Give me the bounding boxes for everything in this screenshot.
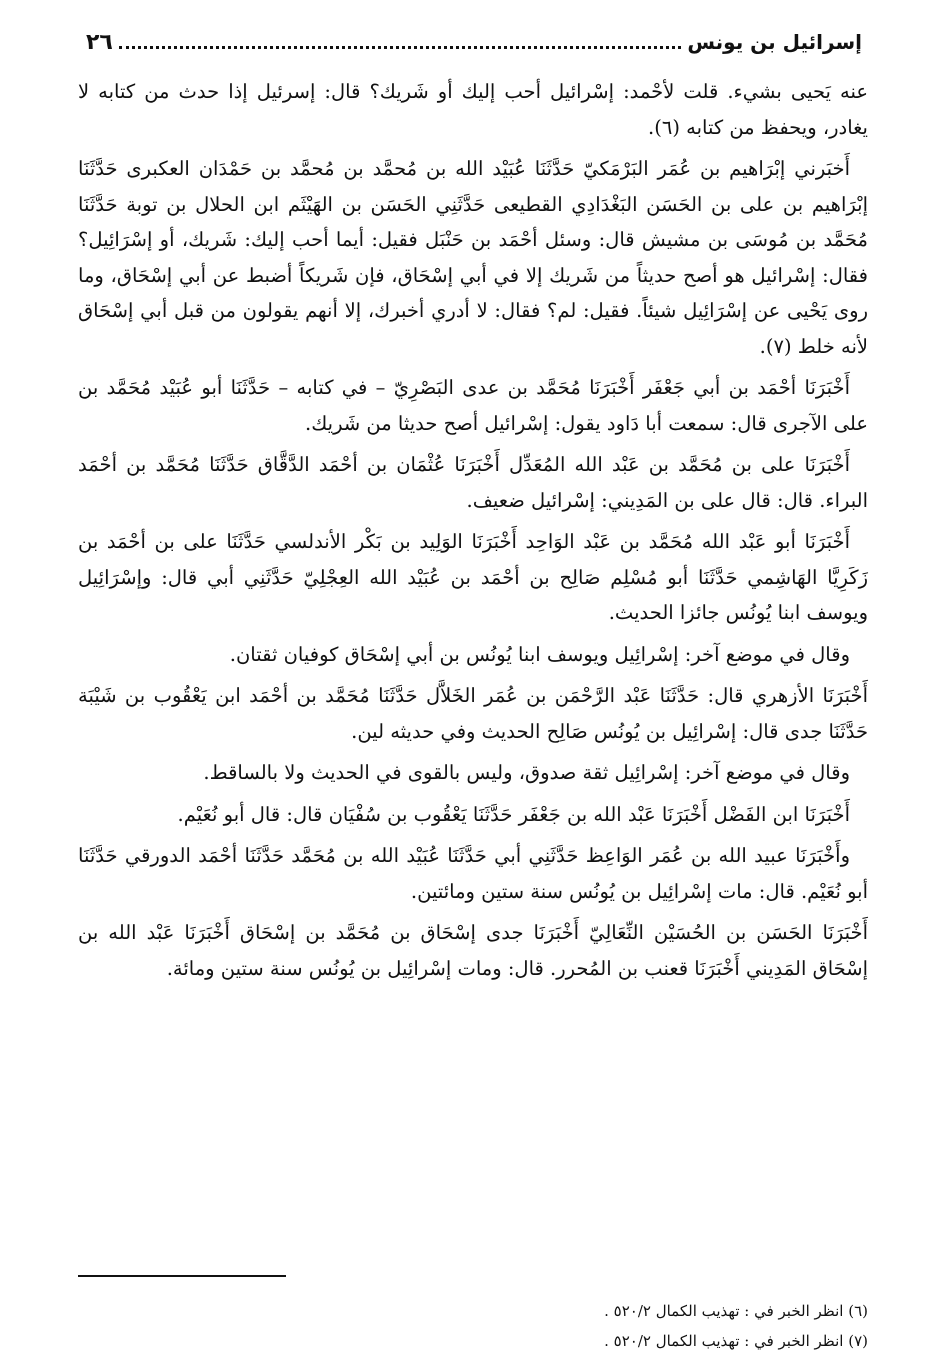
paragraph: أَخْبَرَنَا الأزهري قال: حَدَّثَنَا عَبْد الرَّحْمَن بن عُمَر الخَلاَّل حَدَّثَنَا مُحَمَّد بن أحْمَد ابن يَعْقُوب بن شَيْبَة حَدَّثَنَا جدى قال: إسْرائِيل بن يُونُس صَالِح الحديث وفي حديثه لين.: [78, 684, 868, 743]
footnote: (٦) انظر الخبر في : تهذيب الكمال ٥٢٠/٢ .: [604, 1302, 868, 1320]
main-text: [78, 74, 868, 986]
footnote-separator: [78, 1275, 286, 1277]
paragraph: وقال في موضع آخر: إسْرائِيل ويوسف ابنا يُونُس بن أبي إسْحَاق كوفيان ثقتان.: [229, 642, 850, 666]
paragraph: وأَخْبَرَنَا عبيد الله بن عُمَر الوَاعِظ حَدَّثَنِي أبي حَدَّثَنَا عُبَيْد الله بن مُحَمَّد حَدَّثَنَا أحْمَد الدورقي حَدَّثَنَا أبو نُعَيْم. قال: مات إسْرائِيل بن يُونُس سنة ستين ومائتين.: [78, 844, 868, 903]
paragraph: أَخْبَرَنَا على بن مُحَمَّد بن عَبْد الله المُعَدِّل أَخْبَرَنَا عُثْمَان بن أحْمَد الدَّقَّاق حَدَّثَنَا مُحَمَّد بن أحْمَد البراء. قال: قال على بن المَدِيني: إسْرائيل ضعيف.: [78, 453, 868, 512]
paragraph: أَخبَرني إبْرَاهيم بن عُمَر البَرْمَكيّ حَدَّثَنَا عُبَيْد الله بن مُحمَّد بن مُحمَّد بن حَمْدَان العكبرى حَدَّثَنَا إبْرَاهيم بن على بن الحَسَن البَغْدَادِي القطيعى حَدَّثَنِي الحَسَن بن الهَيْثَم ابن الحلال بن توبة حَدَّثَنَا مُحَمَّد بن مُوسَى بن مشيش قال: وسئل أحْمَد بن حَنْبَل فقيل: أيما أحب إليك: شَريك، أو إسْرَائِيل؟ فقال: إسْرائيل هو أصح حديثاً من شَريك إلا في أبي إسْحَاق، فإن شَريكاً أضبط عن أبي إسْحَاق، وما روى يَحْيى عن إسْرَائِيل شيئاً. فقيل: لم؟ فقال: لا أدري أخبرك، إلا أنهم يقولون من قبل أبي إسْحَاق لأنه خلط (٧).: [78, 157, 868, 358]
footnote: (٧) انظر الخبر في : تهذيب الكمال ٥٢٠/٢ .: [604, 1332, 868, 1350]
chapter-title: إسرائيل بن يونس: [687, 30, 862, 54]
book-page: [78, 30, 868, 1350]
paragraph: أَخْبَرَنَا أحْمَد بن أبي جَعْفَر أَخْبَرَنَا مُحَمَّد بن عدى البَصْرِيّ – في كتابه – حَدَّثَنَا أبو عُبَيْد مُحَمَّد بن على الآجرى قال: سمعت أبا دَاود يقول: إسْرائيل أصح حديثا من شَريك.: [78, 376, 868, 435]
running-header: [78, 30, 868, 70]
header-leader-dots: [119, 30, 682, 49]
paragraph: أَخْبَرَنَا ابن الفَضْل أَخْبَرَنَا عَبْد الله بن جَعْفَر حَدَّثَنَا يَعْقُوب بن سُفْيَان قال: قال أبو نُعَيْم.: [177, 802, 850, 826]
paragraph: أَخْبَرَنَا الحَسَن بن الحُسَيْن النِّعَالِيّ أَخْبَرَنَا جدى إسْحَاق بن مُحَمَّد بن إسْحَاق أَخْبَرَنَا عَبْد الله بن إسْحَاق المَدِيني أَخْبَرَنَا قعنب بن المُحرر. قال: ومات إسْرائِيل بن يُونُس سنة ستين ومائة.: [78, 921, 868, 980]
paragraph: وقال في موضع آخر: إسْرائِيل ثقة صدوق، وليس بالقوى في الحديث ولا بالساقط.: [203, 761, 850, 784]
page-number: ٢٦: [86, 30, 113, 55]
paragraph: أَخْبَرَنَا أبو عَبْد الله مُحَمَّد بن عَبْد الوَاحِد أَخْبَرَنَا الوَلِيد بن بَكْر الأندلسي حَدَّثَنَا على بن أحْمَد بن زَكَرِيَّا الهَاشِمي حَدَّثَنَا أبو مُسْلِم صَالِح بن أحْمَد بن عُبَيْد الله العِجْلِيّ حَدَّثَنِي أبي قال: وإسْرَائِيل ويوسف ابنا يُونُس جائزا الحديث.: [78, 530, 868, 624]
footnotes: [78, 1296, 868, 1356]
paragraph: عنه يَحيى بشيء. قلت لأحْمد: إسْرائيل أحب إليك أو شَريك؟ قال: إسرئيل إذا حدث من كتابه لا يغادر، ويحفظ من كتابه (٦).: [78, 80, 868, 139]
